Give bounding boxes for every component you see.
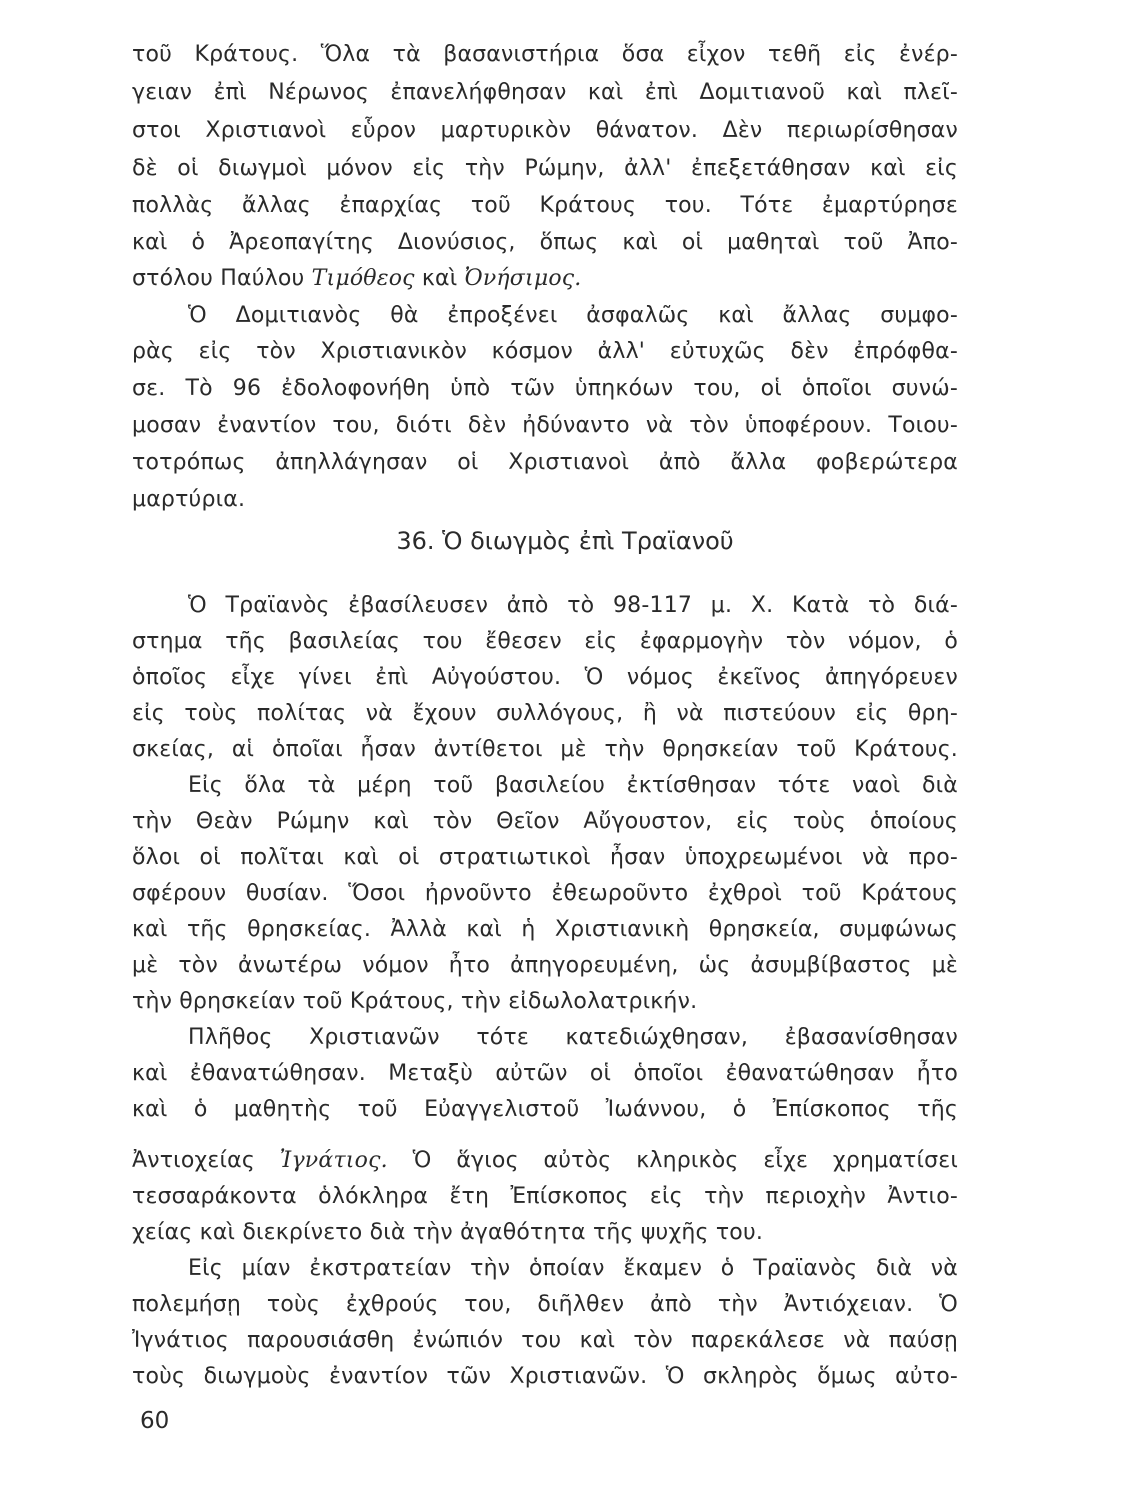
- text-line: [132, 264, 958, 294]
- text-run: καὶ: [414, 266, 465, 291]
- text-run: Ὁ ἅγιος αὐτὸς κληρικὸς εἶχε χρηματίσει: [387, 1148, 958, 1173]
- text-line: καὶ ὁ Ἀρεοπαγίτης Διονύσιος, ὅπως καὶ οἱ μαθηταὶ τοῦ Ἀπο-: [132, 230, 958, 255]
- text-line: χείας καὶ διεκρίνετο διὰ τὴν ἀγαθότητα τῆς ψυχῆς του.: [132, 1220, 764, 1245]
- text-line: πολεμήσῃ τοὺς ἐχθρούς του, διῆλθεν ἀπὸ τὴν Ἀντιόχειαν. Ὁ: [132, 1292, 958, 1317]
- text-line: τὴν θρησκείαν τοῦ Κράτους, τὴν εἰδωλολατρικήν.: [132, 989, 698, 1014]
- text-line: ρὰς εἰς τὸν Χριστιανικὸν κόσμον ἀλλ' εὐτυχῶς δὲν ἐπρόφθα-: [132, 339, 958, 364]
- text-line: Εἰς μίαν ἐκστρατείαν τὴν ὁποίαν ἔκαμεν ὁ Τραϊανὸς διὰ νὰ: [188, 1256, 958, 1281]
- text-run: στόλου Παύλου: [132, 266, 312, 291]
- text-line: καὶ ἐθανατώθησαν. Μεταξὺ αὐτῶν οἱ ὁποῖοι ἐθανατώθησαν ἦτο: [132, 1061, 958, 1086]
- text-line: εἰς τοὺς πολίτας νὰ ἔχουν συλλόγους, ἢ νὰ πιστεύουν εἰς θρη-: [132, 701, 958, 726]
- text-line: στημα τῆς βασιλείας του ἔθεσεν εἰς ἐφαρμογὴν τὸν νόμον, ὁ: [132, 629, 958, 654]
- italic-name: Ἰγνάτιος.: [279, 1148, 388, 1173]
- text-line: καὶ τῆς θρησκείας. Ἀλλὰ καὶ ἡ Χριστιανικὴ θρησκεία, συμφώνως: [132, 917, 958, 942]
- text-run: Ἀντιοχείας: [132, 1148, 280, 1173]
- text-line: Ὁ Τραϊανὸς ἐβασίλευσεν ἀπὸ τὸ 98-117 μ. Χ. Κατὰ τὸ διά-: [188, 593, 958, 618]
- text-line: γειαν ἐπὶ Νέρωνος ἐπανελήφθησαν καὶ ἐπὶ Δομιτιανοῦ καὶ πλεῖ-: [132, 80, 958, 105]
- text-line: τεσσαράκοντα ὁλόκληρα ἔτη Ἐπίσκοπος εἰς τὴν περιοχὴν Ἀντιο-: [132, 1184, 958, 1209]
- text-line: σκείας, αἱ ὁποῖαι ἦσαν ἀντίθετοι μὲ τὴν θρησκείαν τοῦ Κράτους.: [132, 737, 958, 762]
- italic-name: Τιμόθεος: [311, 266, 415, 291]
- text-line: πολλὰς ἄλλας ἐπαρχίας τοῦ Κράτους του. Τότε ἐμαρτύρησε: [132, 193, 958, 218]
- text-line: [132, 1146, 958, 1176]
- text-line: ὁποῖος εἶχε γίνει ἐπὶ Αὐγούστου. Ὁ νόμος ἐκεῖνος ἀπηγόρευεν: [132, 665, 958, 690]
- text-line: τὴν Θεὰν Ρώμην καὶ τὸν Θεῖον Αὔγουστον, εἰς τοὺς ὁποίους: [132, 809, 958, 834]
- text-line: μὲ τὸν ἀνωτέρω νόμον ἦτο ἀπηγορευμένη, ὡς ἀσυμβίβαστος μὲ: [132, 953, 958, 978]
- text-line: Ἰγνάτιος παρουσιάσθη ἐνώπιόν του καὶ τὸν παρεκάλεσε νὰ παύσῃ: [132, 1328, 958, 1353]
- page-number: 60: [140, 1408, 170, 1434]
- text-line: στοι Χριστιανοὶ εὗρον μαρτυρικὸν θάνατον. Δὲν περιωρίσθησαν: [132, 118, 958, 143]
- text-line: Εἰς ὅλα τὰ μέρη τοῦ βασιλείου ἐκτίσθησαν τότε ναοὶ διὰ: [188, 773, 958, 798]
- text-line: τοτρόπως ἀπηλλάγησαν οἱ Χριστιανοὶ ἀπὸ ἄλλα φοβερώτερα: [132, 450, 958, 475]
- text-line: τοῦ Κράτους. Ὅλα τὰ βασανιστήρια ὅσα εἶχον τεθῆ εἰς ἐνέρ-: [132, 42, 958, 67]
- text-line: σε. Τὸ 96 ἐδολοφονήθη ὑπὸ τῶν ὑπηκόων του, οἱ ὁποῖοι συνώ-: [132, 376, 958, 401]
- text-line: τοὺς διωγμοὺς ἐναντίον τῶν Χριστιανῶν. Ὁ σκληρὸς ὅμως αὐτο-: [132, 1364, 958, 1389]
- text-line: δὲ οἱ διωγμοὶ μόνον εἰς τὴν Ρώμην, ἀλλ' ἐπεξετάθησαν καὶ εἰς: [132, 156, 958, 181]
- text-line: καὶ ὁ μαθητὴς τοῦ Εὐαγγελιστοῦ Ἰωάννου, ὁ Ἐπίσκοπος τῆς: [132, 1097, 958, 1122]
- text-line: ὅλοι οἱ πολῖται καὶ οἱ στρατιωτικοὶ ἦσαν ὑποχρεωμένοι νὰ προ-: [132, 845, 958, 870]
- text-line: Πλῆθος Χριστιανῶν τότε κατεδιώχθησαν, ἐβασανίσθησαν: [188, 1025, 958, 1050]
- text-line: μαρτύρια.: [132, 487, 246, 512]
- text-line: μοσαν ἐναντίον του, διότι δὲν ἠδύναντο νὰ τὸν ὑποφέρουν. Τοιου-: [132, 413, 958, 438]
- text-line: σφέρουν θυσίαν. Ὅσοι ἠρνοῦντο ἐθεωροῦντο ἐχθροὶ τοῦ Κράτους: [132, 881, 958, 906]
- text-line: Ὁ Δομιτιανὸς θὰ ἐπροξένει ἀσφαλῶς καὶ ἄλλας συμφο-: [188, 303, 958, 328]
- section-heading: 36. Ὁ διωγμὸς ἐπὶ Τραϊανοῦ: [396, 527, 734, 555]
- italic-name: Ὀνήσιμος.: [464, 266, 582, 291]
